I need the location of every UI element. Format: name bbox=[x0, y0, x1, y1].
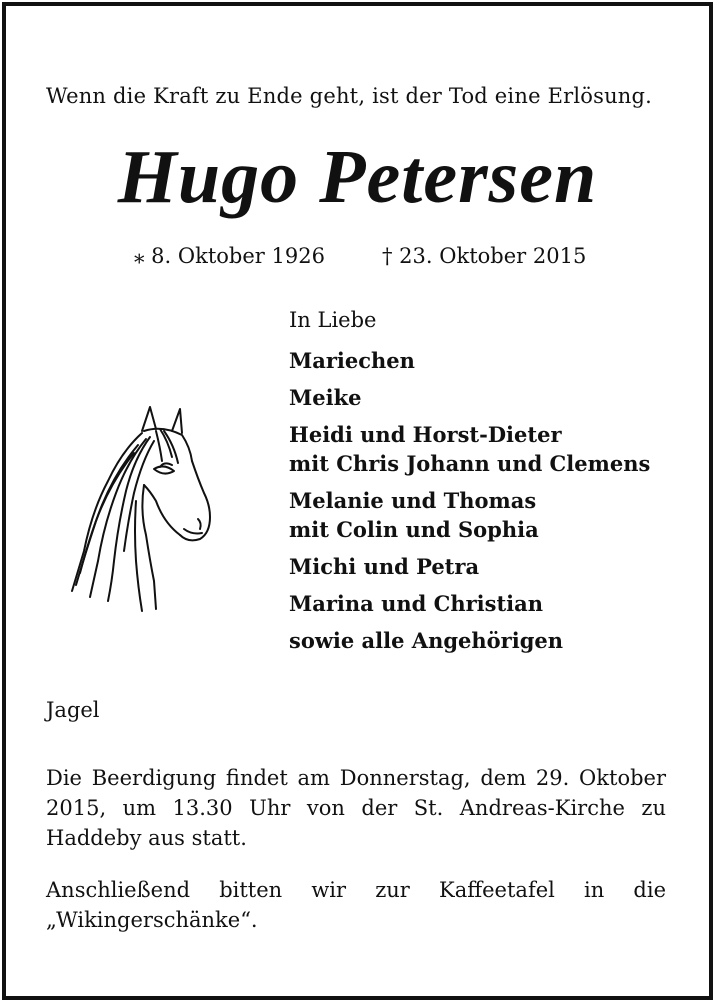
mourners-list bbox=[289, 346, 650, 663]
intro-text: In Liebe bbox=[289, 308, 377, 332]
horse-head-icon bbox=[64, 401, 219, 616]
reception-info: Anschließend bitten wir zur Kaffeetafel in die „Wikingerschänke“. bbox=[46, 878, 666, 932]
mourner: sowie alle Angehörigen bbox=[289, 628, 564, 653]
mourner: Melanie und Thomas mit Colin und Sophia bbox=[289, 488, 539, 542]
mourner: Heidi und Horst-Dieter mit Chris Johann und Clemens bbox=[289, 422, 651, 476]
death-date: † 23. Oktober 2015 bbox=[382, 244, 587, 268]
motto: Wenn die Kraft zu Ende geht, ist der Tod eine Erlösung. bbox=[46, 84, 653, 108]
obituary-notice bbox=[2, 2, 713, 1000]
mourner: Mariechen bbox=[289, 348, 415, 373]
mourner: Meike bbox=[289, 385, 362, 410]
funeral-info: Die Beerdigung findet am Donnerstag, dem 29. Oktober 2015, um 13.30 Uhr von der St. Andreas-Kirche zu Haddeby aus statt. bbox=[46, 766, 666, 850]
mourner: Marina und Christian bbox=[289, 591, 544, 616]
mourner: Michi und Petra bbox=[289, 554, 480, 579]
place: Jagel bbox=[46, 698, 100, 722]
deceased-name: Hugo Petersen bbox=[117, 135, 598, 219]
birth-date: ⁎ 8. Oktober 1926 bbox=[134, 244, 325, 268]
